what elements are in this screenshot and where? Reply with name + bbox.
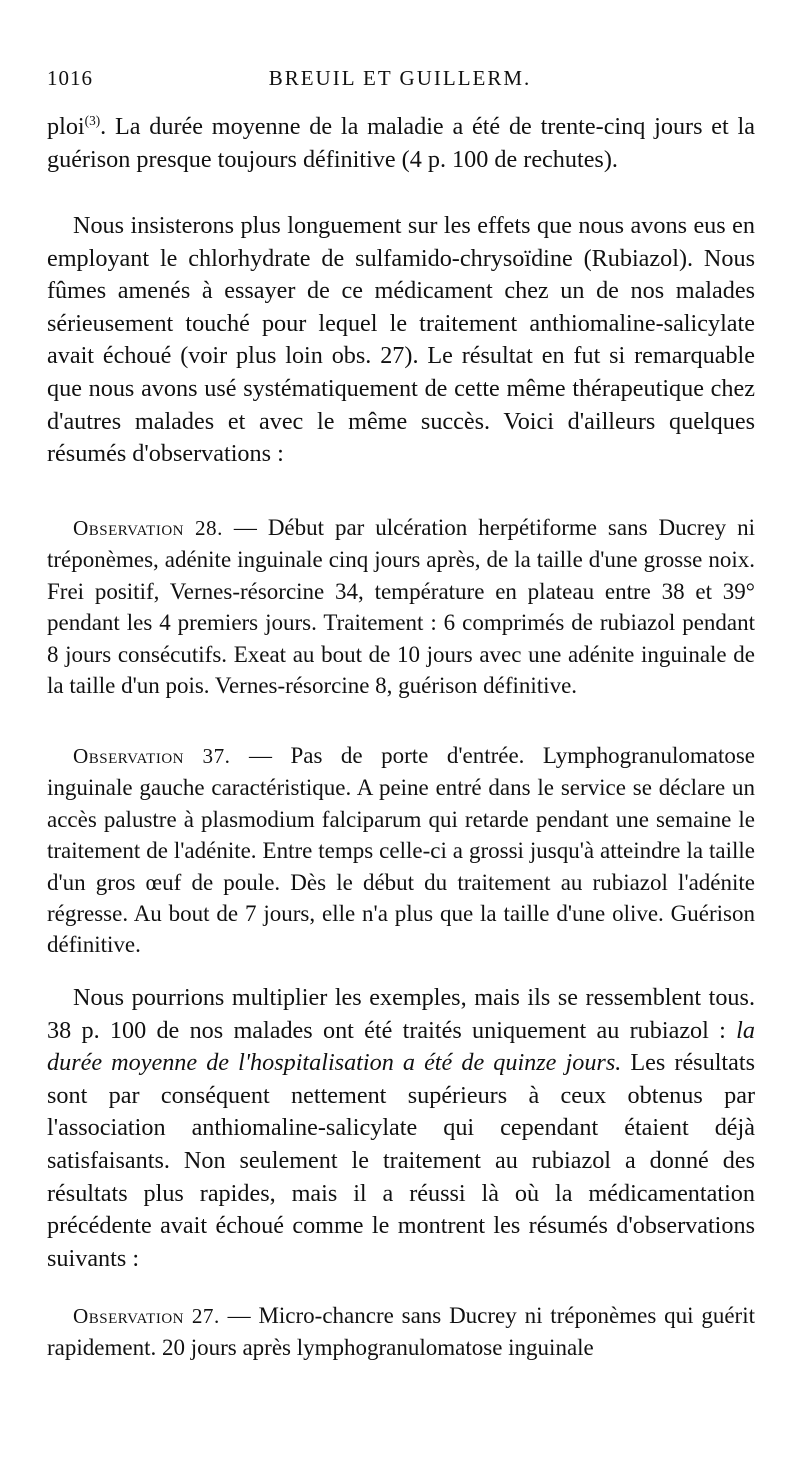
observation-37 [47,740,755,961]
paragraph-results-start: Nous pourrions multiplier les exemples, mais ils se ressemblent tous. 38 p. 100 de nos malades ont été traités uniquement au rubiazol : [47,984,755,1044]
observation-27-text: — Micro-chancre sans Ducrey ni tréponèmes qui guérit rapidement. 20 jours après lymphogranulomatose inguinale [47,1303,755,1361]
observation-37-label: Observation 37. [73,744,231,768]
observation-27 [47,1300,755,1364]
running-title: BREUIL ET GUILLERM. [268,66,532,90]
paragraph-results-emphasis: la durée moyenne de l'hospitalisation a été de quinze jours. [47,1016,755,1077]
paragraph-continuation-rest: . La durée moyenne de la maladie a été de trente-cinq jours et la guérison presque toujours définitive (4 p. 100 de rechutes). [47,113,755,173]
observation-28 [47,512,755,701]
paragraph-rubiazol-intro: Nous insisterons plus longuement sur les effets que nous avons eus en employant le chlorhydrate de sulfamido-chrysoïdine (Rubiazol). Nous fûmes amenés à essayer de ce médicament chez un de nos malades sérieusement touché pour lequel le traitement anthiomaline-salicylate avait échoué (voir plus loin obs. 27). Le résultat en fut si remarquable que nous avons usé systématiquement de cette même thérapeutique chez d'autres malades et avec le même succès. Voici d'ailleurs quelques résumés d'observations : [47,212,755,468]
paragraph-continuation [47,111,755,176]
page-header [47,66,753,96]
observation-27-label: Observation 27. [73,1304,220,1328]
paragraph-results [47,982,755,1275]
observation-28-label: Observation 28. [73,516,223,540]
observation-28-text: — Début par ulcération herpétiforme sans Ducrey ni tréponèmes, adénite inguinale cinq jours après, de la taille d'une grosse noix. Frei positif, Vernes-résorcine 34, température en plateau entre 38 et 39° pendant les 4 premiers jours. Traitement : 6 comprimés de rubiazol pendant 8 jours consécutifs. Exeat au bout de 10 jours avec une adénite inguinale de la taille d'un pois. Vernes-résorcine 8, guérison définitive. [47,515,755,699]
footnote-reference: (3) [84,112,101,128]
paragraph-results-rest: Les résultats sont par conséquent nettement supérieurs à ceux obtenus par l'association anthiomaline-salicylate qui cependant étaient déjà satisfaisants. Non seulement le traitement au rubiazol a donné des résultats plus rapides, mais il a réussi là où la médicamentation précédente avait échoué comme le montrent les résumés d'observations suivants : [47,1049,755,1272]
page-number: 1016 [47,66,93,90]
observation-37-text: — Pas de porte d'entrée. Lymphogranulomatose inguinale gauche caractéristique. A peine entré dans le service se déclare un accès palustre à plasmodium falciparum qui retarde pendant une semaine le traitement de l'adénite. Entre temps celle-ci a grossi jusqu'à atteindre la taille d'un gros œuf de poule. Dès le début du traitement au rubiazol l'adénite régresse. Au bout de 7 jours, elle n'a plus que la taille d'une olive. Guérison définitive. [47,743,756,958]
paragraph-continuation-start: ploi [47,113,85,140]
